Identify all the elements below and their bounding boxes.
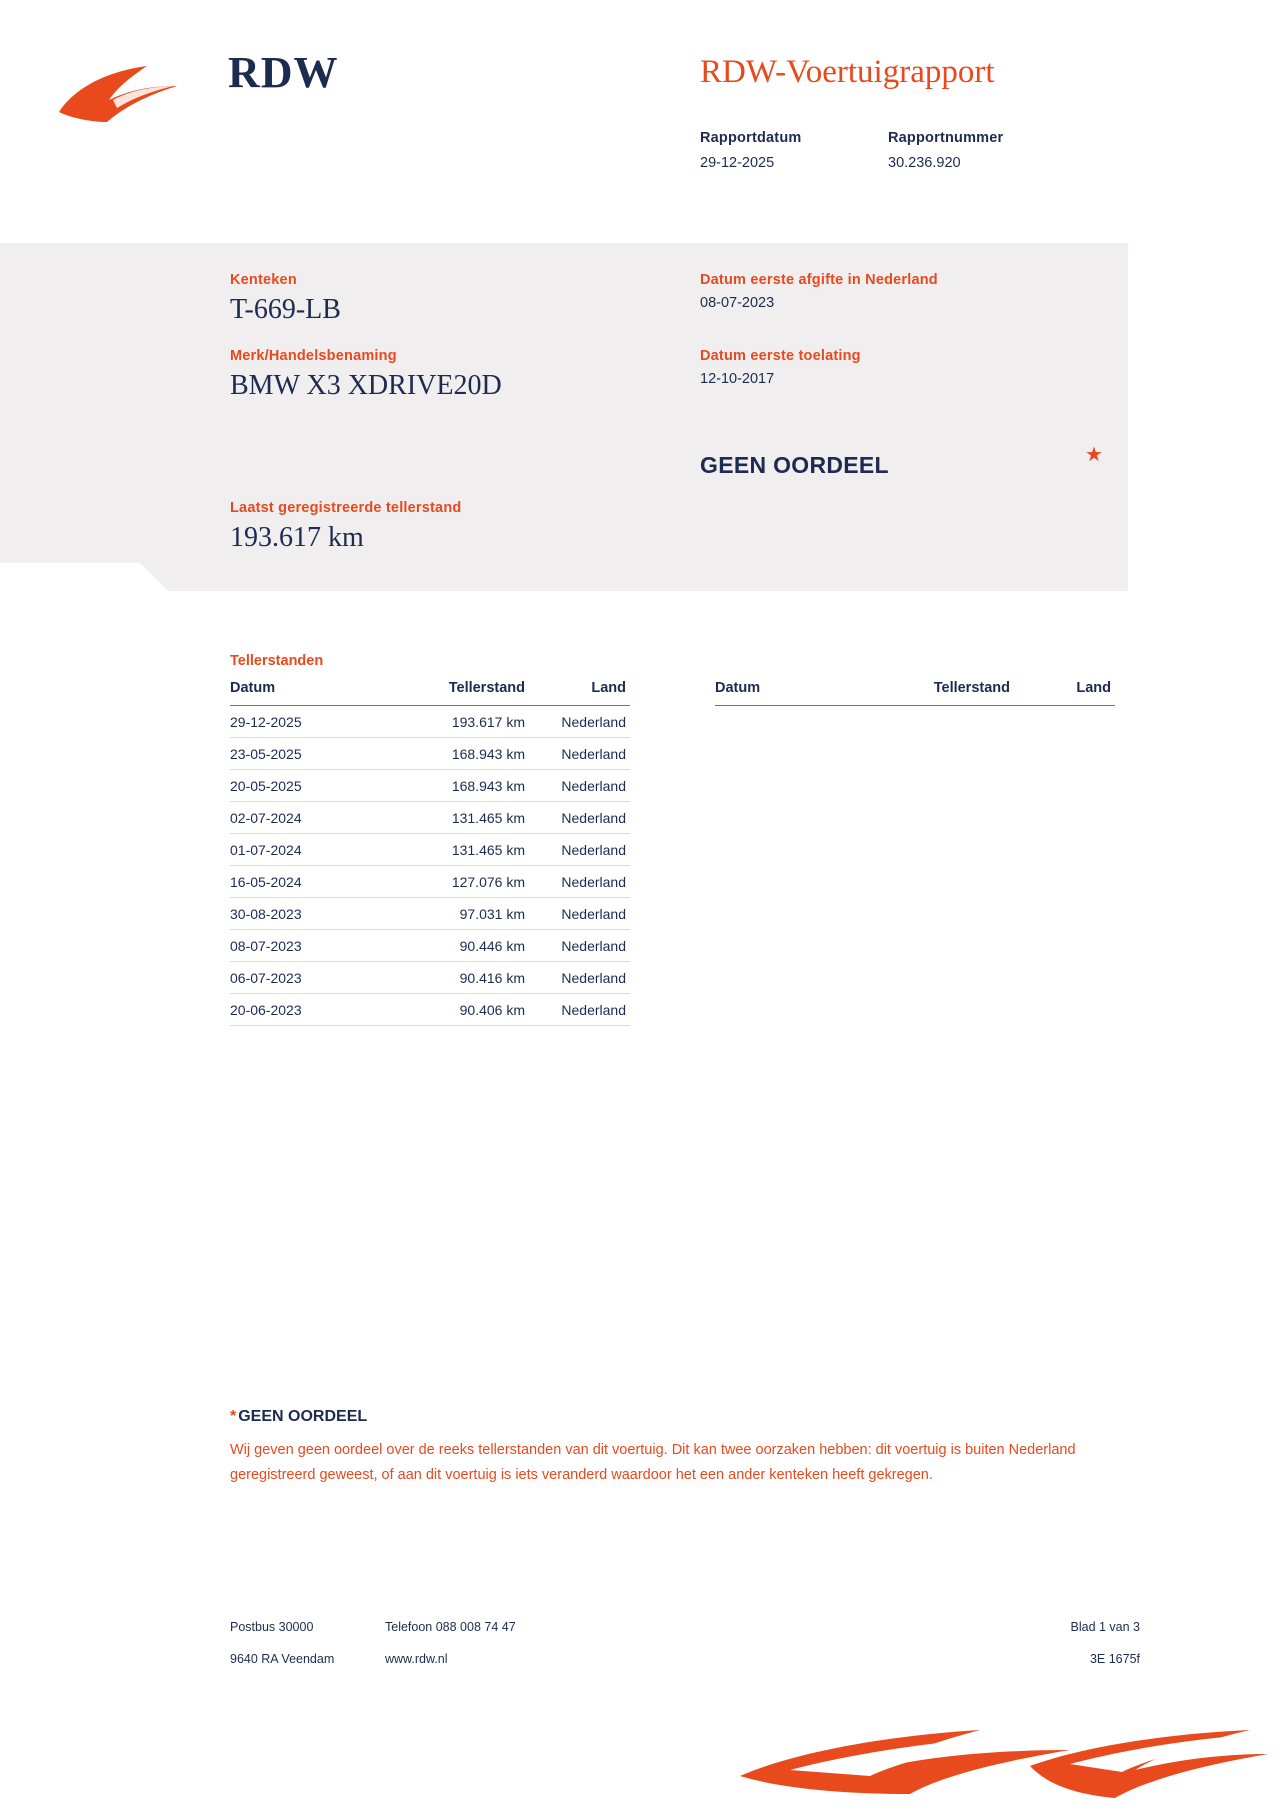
cell-land: Nederland	[525, 994, 630, 1026]
report-meta	[700, 130, 1038, 171]
cell-tellerstand: 168.943 km	[380, 770, 525, 802]
first-issue-label: Datum eerste afgifte in Nederland	[700, 272, 938, 288]
kenteken-block	[230, 272, 341, 326]
cell-datum: 01-07-2024	[230, 834, 380, 866]
cell-land: Nederland	[525, 866, 630, 898]
footnote-title-text: GEEN OORDEEL	[238, 1408, 368, 1425]
cell-tellerstand: 90.446 km	[380, 930, 525, 962]
cell-datum: 29-12-2025	[230, 706, 380, 738]
rdw-flag-logo-icon	[55, 60, 195, 130]
odometer-rows-right	[715, 706, 1115, 707]
cell-tellerstand: 131.465 km	[380, 834, 525, 866]
cell-tellerstand: 90.406 km	[380, 994, 525, 1026]
footer-phone: Telefoon 088 008 74 47	[385, 1620, 516, 1634]
table-header-row	[230, 680, 630, 706]
table-row	[230, 738, 630, 770]
table-row	[230, 962, 630, 994]
first-admission-block	[700, 348, 861, 387]
first-admission-value: 12-10-2017	[700, 371, 775, 387]
cell-datum: 23-05-2025	[230, 738, 380, 770]
column-header-datum: Datum	[715, 680, 865, 706]
table-row	[230, 930, 630, 962]
kenteken-label: Kenteken	[230, 272, 297, 288]
first-issue-block	[700, 272, 938, 311]
table-header-row	[715, 680, 1115, 706]
cell-datum: 08-07-2023	[230, 930, 380, 962]
cell-tellerstand: 193.617 km	[380, 706, 525, 738]
page-title: RDW-Voertuigrapport	[700, 54, 995, 90]
merk-value: BMW X3 XDRIVE20D	[230, 370, 502, 401]
cell-tellerstand: 97.031 km	[380, 898, 525, 930]
report-date-label: Rapportdatum	[700, 130, 802, 146]
cell-land: Nederland	[525, 738, 630, 770]
table-row	[230, 706, 630, 738]
cell-datum: 20-05-2025	[230, 770, 380, 802]
odometer-table-right	[715, 680, 1115, 706]
verdict-star-icon: ★	[1085, 444, 1103, 466]
first-admission-label: Datum eerste toelating	[700, 348, 861, 364]
table-row	[230, 994, 630, 1026]
column-header-land: Land	[1010, 680, 1115, 706]
footnote-star-icon: *	[230, 1408, 237, 1425]
table-row	[230, 770, 630, 802]
summary-band	[0, 243, 1128, 591]
cell-land: Nederland	[525, 706, 630, 738]
cell-tellerstand: 90.416 km	[380, 962, 525, 994]
table-row	[230, 866, 630, 898]
column-header-datum: Datum	[230, 680, 380, 706]
table-row-empty	[715, 706, 1115, 707]
verdict-badge: GEEN OORDEEL	[700, 452, 889, 478]
cell-tellerstand: 131.465 km	[380, 802, 525, 834]
footer-website[interactable]: www.rdw.nl	[385, 1652, 448, 1666]
odometer-rows-left	[230, 706, 630, 1026]
cell-land: Nederland	[525, 898, 630, 930]
kenteken-value: T-669-LB	[230, 294, 341, 325]
rdw-wordmark: RDW	[228, 48, 339, 97]
report-date	[700, 130, 850, 171]
first-issue-value: 08-07-2023	[700, 295, 775, 311]
footnote-body: Wij geven geen oordeel over de reeks tellerstanden van dit voertuig. Dit kan twee oorzaken hebben: dit voertuig is buiten Nederland geregistreerd geweest, of aan dit voertuig is iets veranderd waardoor het een ander kenteken heeft gekregen.	[230, 1442, 1076, 1484]
cell-datum: 20-06-2023	[230, 994, 380, 1026]
column-header-land: Land	[525, 680, 630, 706]
cell-datum: 02-07-2024	[230, 802, 380, 834]
cell-tellerstand: 168.943 km	[380, 738, 525, 770]
cell-land: Nederland	[525, 930, 630, 962]
footer-form-code: 3E 1675f	[1089, 1652, 1140, 1666]
cell-datum: 30-08-2023	[230, 898, 380, 930]
column-header-tellerstand: Tellerstand	[865, 680, 1010, 706]
band-notch	[0, 563, 140, 591]
last-odometer-value: 193.617 km	[230, 522, 364, 553]
cell-datum: 16-05-2024	[230, 866, 380, 898]
cell-land: Nederland	[525, 802, 630, 834]
last-odometer-block	[230, 500, 461, 554]
footer-page-number: Blad 1 van 3	[1070, 1620, 1140, 1634]
footer-address-line1: Postbus 30000	[230, 1620, 314, 1634]
report-date-value: 29-12-2025	[700, 155, 775, 171]
merk-block	[230, 348, 502, 402]
report-number-label: Rapportnummer	[888, 130, 1004, 146]
footnote-block	[230, 1408, 1130, 1489]
merk-label: Merk/Handelsbenaming	[230, 348, 397, 364]
last-odometer-label: Laatst geregistreerde tellerstand	[230, 500, 462, 516]
cell-land: Nederland	[525, 770, 630, 802]
table-row	[230, 834, 630, 866]
report-number-value: 30.236.920	[888, 155, 961, 171]
footer-address-line2: 9640 RA Veendam	[230, 1652, 335, 1666]
rdw-footer-graphic-icon	[730, 1720, 1270, 1810]
cell-land: Nederland	[525, 962, 630, 994]
table-row	[230, 802, 630, 834]
odometer-section-title: Tellerstanden	[230, 653, 324, 669]
report-number	[888, 130, 1038, 171]
footnote-title	[230, 1408, 1130, 1426]
odometer-table-left	[230, 680, 630, 1026]
table-row	[230, 898, 630, 930]
band-notch-diagonal	[140, 563, 168, 591]
cell-datum: 06-07-2023	[230, 962, 380, 994]
column-header-tellerstand: Tellerstand	[380, 680, 525, 706]
cell-land: Nederland	[525, 834, 630, 866]
cell-tellerstand: 127.076 km	[380, 866, 525, 898]
